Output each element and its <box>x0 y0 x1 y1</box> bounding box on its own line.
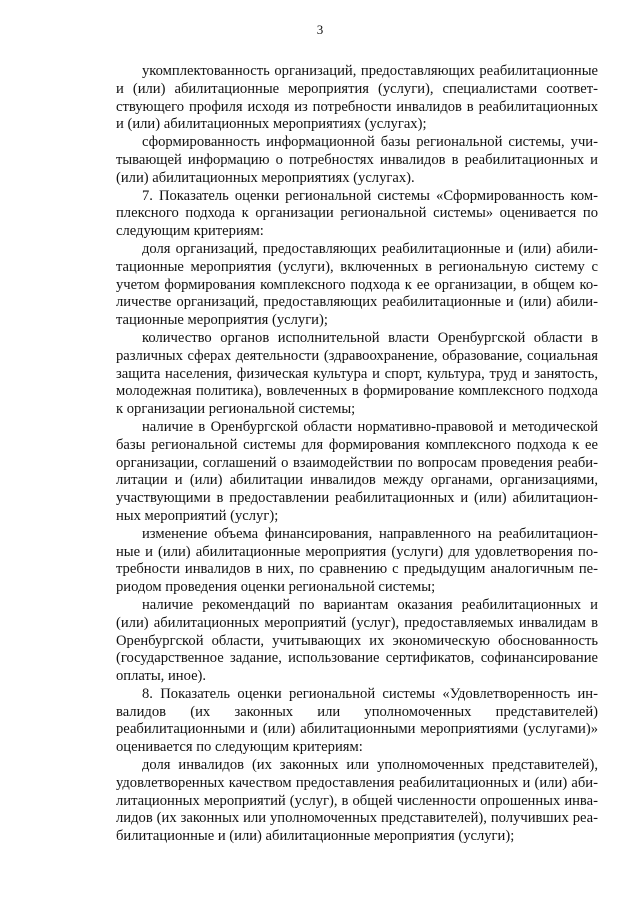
paragraph-indicator-7: 7. Показатель оценки региональной системы «Сформированность комплексного подхода к организации региональной системы» оценивается по следующим критериям: <box>116 187 598 240</box>
paragraph-information-base: сформированность информационной базы региональной системы, учитывающей информацию о потребностях инвалидов в реабилитационных и (или) абилитационных мероприятиях (услугах). <box>116 134 598 186</box>
paragraph-staffing: укомплектованность организаций, предоставляющих реабилитационные и (или) абилитационные мероприятия (услуги), специалистами соответствующего профиля исходя из потребности инвалидов в реабилитационных и (или) абилитационных мероприятиях (услугах); <box>116 63 598 133</box>
paragraph-share-of-organizations: доля организаций, предоставляющих реабилитационные и (или) абилитационные мероприятия (услуги), включенных в региональную систему с учетом формирования комплексного подхода к ее организации, в общем количестве организаций, предоставляющих реабилитационные и (или) абилитационные мероприятия (услуги); <box>116 240 598 329</box>
paragraph-number-of-authorities: количество органов исполнительной власти Оренбургской области в различных сферах деятельности (здравоохранение, образование, социальная защита населения, физическая культура и спорт, культура, труд и занятость, молодежная политика), вовлеченных в формирование комплексного подхода к организации региональной системы; <box>116 329 598 418</box>
paragraph-satisfaction-share: доля инвалидов (их законных или уполномоченных представителей), удовлетворенных качеством предоставления реабилитационных и (или) абилитационных мероприятий (услуг), в общей численности опрошенных инвалидов (их законных или уполномоченных представителей), получивших реабилитационные и (или) абилитационные мероприятия (услуги); <box>116 757 598 845</box>
paragraph-regulatory-base: наличие в Оренбургской области нормативно-правовой и методической базы региональной системы для формирования комплексного подхода к ее организации, соглашений о взаимодействии по вопросам проведения реабилитации и (или) абилитации инвалидов между органами, организациями, участвующими в предоставлении реабилитационных и (или) абилитационных мероприятий (услуг); <box>116 418 598 524</box>
paragraph-recommendations: наличие рекомендаций по вариантам оказания реабилитационных и (или) абилитационных мероприятий (услуг), предоставляемых инвалидам в Оренбургской области, учитывающих их экономическую обоснованность (государственное задание, использование сертификатов, софинансирование оплаты, иное). <box>116 596 598 685</box>
document-body <box>116 63 598 846</box>
paragraph-funding-change: изменение объема финансирования, направленного на реабилитационные и (или) абилитационные мероприятия (услуги) для удовлетворения потребности инвалидов в них, по сравнению с предыдущим аналогичным периодом проведения оценки региональной системы; <box>116 525 598 596</box>
page-number: 3 <box>316 22 324 37</box>
paragraph-indicator-8: 8. Показатель оценки региональной системы «Удовлетворенность инвалидов (их законных или уполномоченных представителей) реабилитационными и (или) абилитационными мероприятиями (услугами)» оценивается по следующим критериям: <box>116 685 598 756</box>
